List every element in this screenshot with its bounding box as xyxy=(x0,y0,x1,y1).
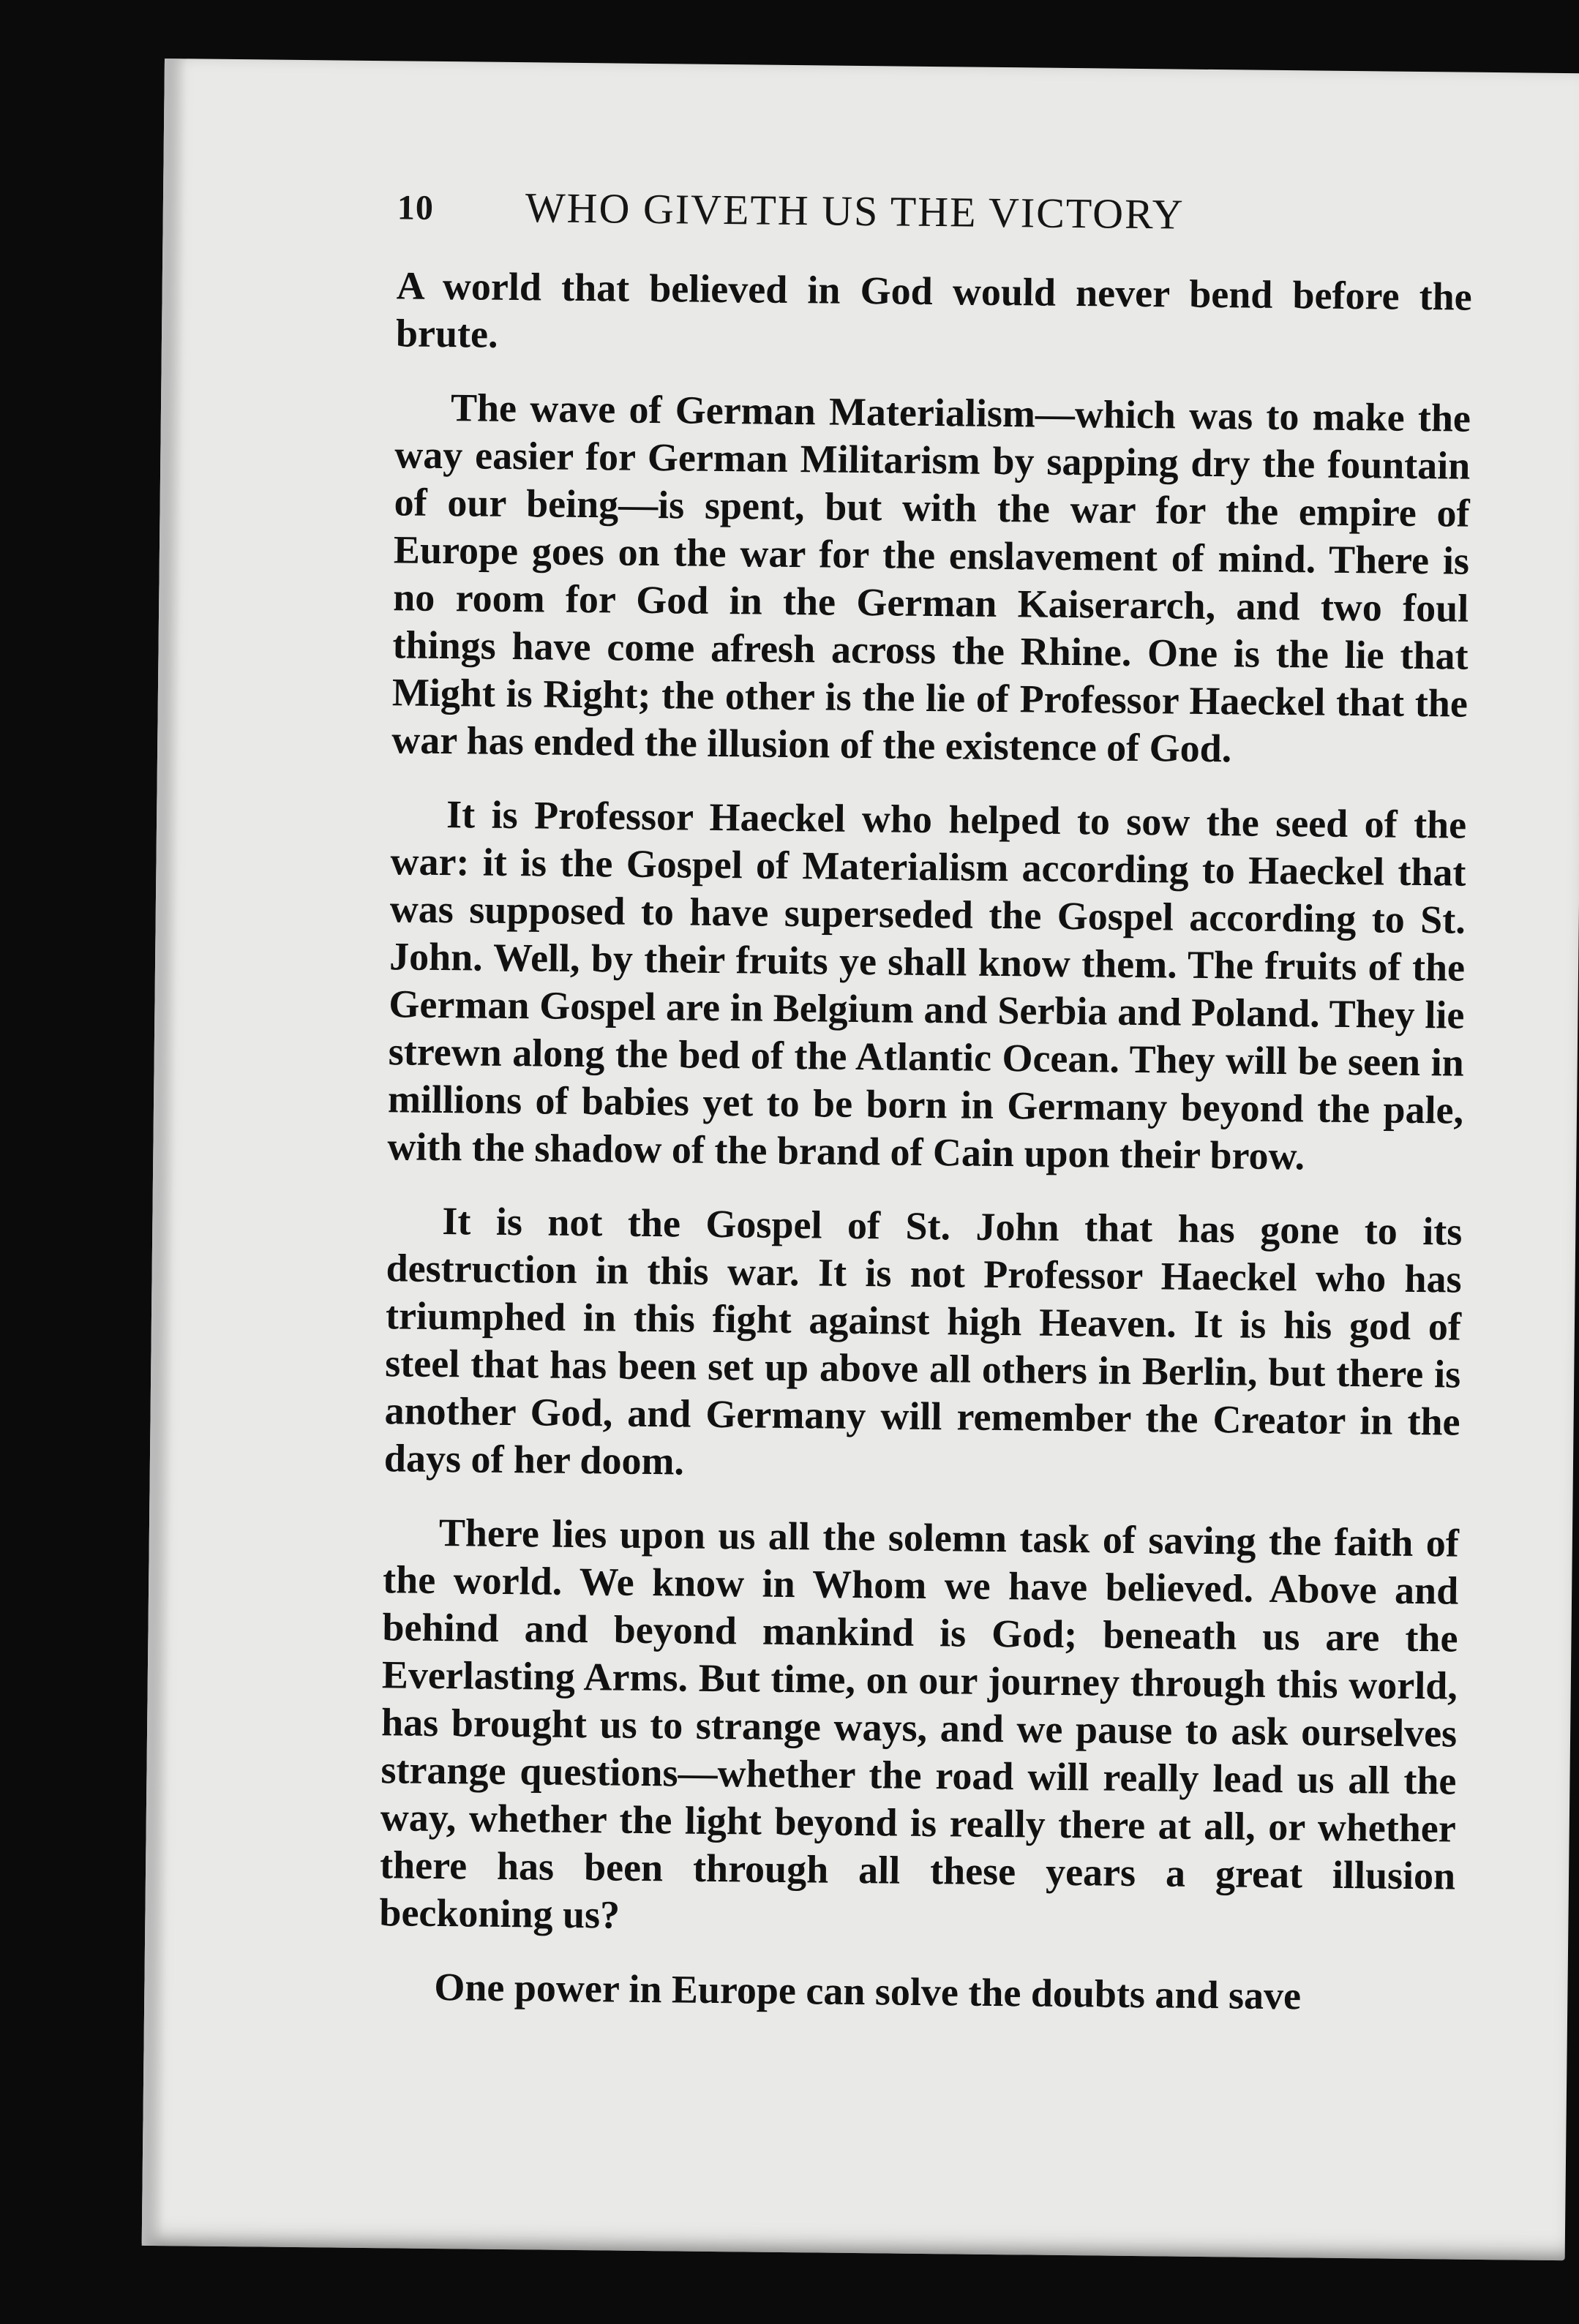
body-text xyxy=(378,262,1472,2021)
page-edge-shadow xyxy=(142,59,187,2246)
paragraph-2: The wave of German Materialism—which was to make the way easier for German Militarism by sapping dry the fountain of our being—is spent, but with the war for the empire of Europe goes on the war for the enslavement of mind. There is no room for God in the German Kaiserarch, and two foul things have come afresh across the Rhine. One is the lie that Might is Right; the other is the lie of Professor Haeckel that the war has ended the illusion of the existence of God. xyxy=(391,386,1471,771)
paragraph-3: It is Professor Haeckel who helped to sow the seed of the war: it is the Gospel of Materialism according to Haeckel that was supposed to have superseded the Gospel according to St. John. Well, by their fruits ye shall know them. The fruits of the German Gospel are in Belgium and Serbia and Poland. They lie strewn along the bed of the Atlantic Ocean. They will be seen in millions of babies yet to be born in Germany beyond the pale, with the shadow of the brand of Cain upon their brow. xyxy=(387,792,1467,1178)
paragraph-1: A world that believed in God would never bend before the brute. xyxy=(395,263,1473,356)
book-page xyxy=(142,59,1579,2260)
running-head: WHO GIVETH US THE VICTORY xyxy=(525,184,1185,238)
paragraph-4: It is not the Gospel of St. John that has gone to its destruction in this war. It is not Professor Haeckel who has triumphed in this fight against high Heaven. It is his god of steel that has been set up above all others in Berlin, but there is another God, and Germany will remember the Creator in the days of her doom. xyxy=(383,1199,1463,1483)
paragraph-5: There lies upon us all the solemn task of saving the faith of the world. We know in Whom we have believed. Above and behind and beyond mankind is God; beneath us are the Everlasting Arms. But time, on our journey through this world, has brought us to strange ways, and we pause to ask ourselves strange questions—whether the road will really lead us all the way, whether the light beyond is really there at all, or whether there has been through all these years a great illusion beckoning us? xyxy=(379,1511,1460,1937)
page-header xyxy=(397,181,1480,258)
paragraph-6: One power in Europe can solve the doubts and save xyxy=(434,1965,1302,2018)
page-number: 10 xyxy=(397,188,435,227)
